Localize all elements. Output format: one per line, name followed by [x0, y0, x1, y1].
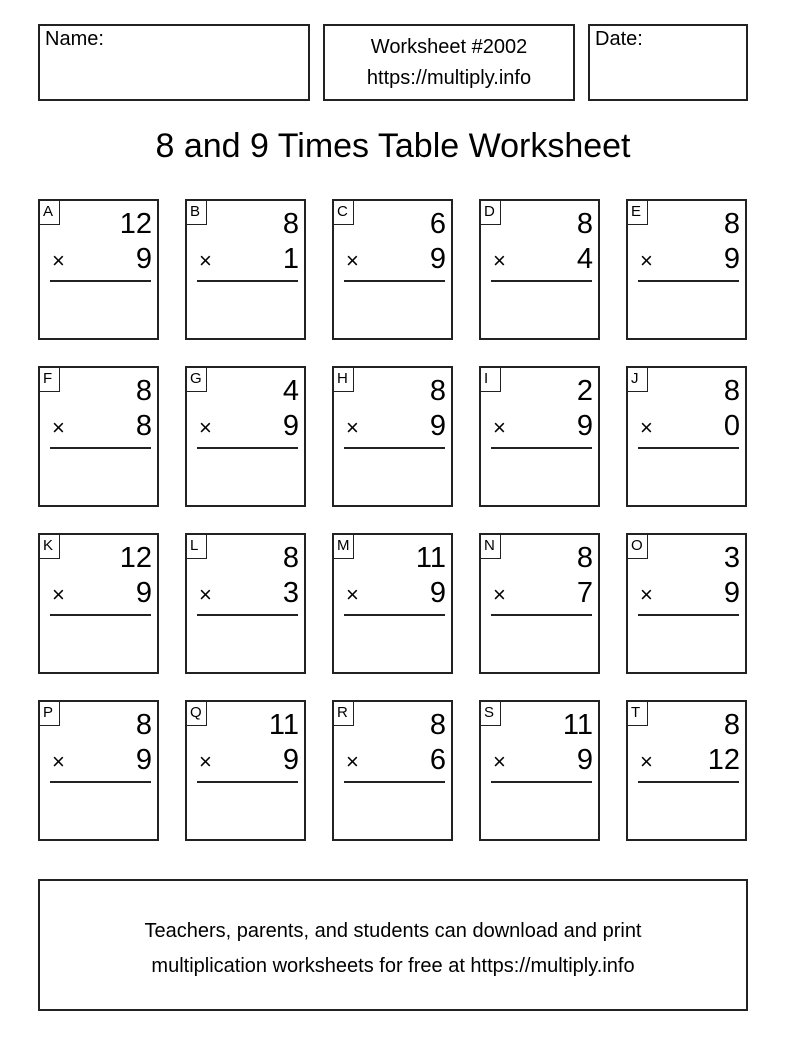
answer-line	[344, 781, 445, 783]
answer-line	[50, 447, 151, 449]
multiplicand: 8	[282, 208, 299, 240]
problem-card[interactable]	[479, 366, 600, 507]
multiply-sign: ×	[493, 415, 506, 440]
multiplier: 9	[429, 243, 446, 275]
multiplier: 9	[282, 744, 299, 776]
name-field[interactable]	[38, 24, 310, 101]
multiply-sign: ×	[52, 582, 65, 607]
problem-card[interactable]	[626, 700, 747, 841]
problem-card[interactable]	[185, 366, 306, 507]
answer-line	[197, 280, 298, 282]
problem-card[interactable]	[626, 366, 747, 507]
multiply-sign: ×	[346, 248, 359, 273]
problem-card[interactable]	[332, 366, 453, 507]
problem-letter: L	[187, 535, 207, 559]
problem-letter: M	[334, 535, 354, 559]
multiplicand: 11	[268, 709, 299, 741]
problem-letter: P	[40, 702, 60, 726]
multiplicand: 8	[723, 709, 740, 741]
multiplicand: 8	[723, 208, 740, 240]
problem-card[interactable]	[38, 700, 159, 841]
multiplicand: 8	[135, 375, 152, 407]
problem-letter: S	[481, 702, 501, 726]
answer-line	[491, 781, 592, 783]
problem-letter: F	[40, 368, 60, 392]
problem-card[interactable]	[479, 199, 600, 340]
multiplicand: 8	[429, 709, 446, 741]
problem-card[interactable]	[38, 533, 159, 674]
footer-line-1: Teachers, parents, and students can download and print	[144, 920, 642, 942]
multiply-sign: ×	[199, 749, 212, 774]
answer-line	[638, 614, 739, 616]
multiplier: 4	[576, 243, 593, 275]
multiplier: 9	[135, 243, 152, 275]
problem-letter: R	[334, 702, 354, 726]
multiply-sign: ×	[52, 415, 65, 440]
multiplicand: 2	[576, 375, 593, 407]
problem-letter: G	[187, 368, 207, 392]
multiplier: 9	[135, 744, 152, 776]
answer-line	[197, 447, 298, 449]
problem-card[interactable]	[626, 533, 747, 674]
multiply-sign: ×	[52, 248, 65, 273]
worksheet-info-box	[323, 24, 575, 101]
date-label: Date:	[595, 28, 643, 50]
problem-card[interactable]	[479, 700, 600, 841]
answer-line	[50, 781, 151, 783]
answer-line	[344, 280, 445, 282]
problem-card[interactable]	[185, 700, 306, 841]
multiplier: 3	[282, 577, 299, 609]
multiplier: 1	[282, 243, 299, 275]
answer-line	[638, 447, 739, 449]
multiply-sign: ×	[640, 749, 653, 774]
multiplier: 6	[429, 744, 446, 776]
multiply-sign: ×	[346, 582, 359, 607]
multiplicand: 4	[282, 375, 299, 407]
multiply-sign: ×	[199, 415, 212, 440]
multiplicand: 8	[576, 542, 593, 574]
problem-letter: D	[481, 201, 501, 225]
multiplicand: 11	[562, 709, 593, 741]
problem-card[interactable]	[38, 199, 159, 340]
multiply-sign: ×	[346, 415, 359, 440]
multiplicand: 8	[429, 375, 446, 407]
problem-card[interactable]	[38, 366, 159, 507]
problem-card[interactable]	[332, 700, 453, 841]
multiplier: 7	[576, 577, 593, 609]
problem-letter: Q	[187, 702, 207, 726]
multiplicand: 8	[282, 542, 299, 574]
problem-letter: I	[481, 368, 501, 392]
multiply-sign: ×	[199, 582, 212, 607]
problem-letter: N	[481, 535, 501, 559]
multiplicand: 12	[119, 208, 152, 240]
multiplicand: 11	[415, 542, 446, 574]
name-label: Name:	[45, 28, 104, 50]
problem-letter: T	[628, 702, 648, 726]
problem-letter: J	[628, 368, 648, 392]
date-field[interactable]	[588, 24, 748, 101]
answer-line	[50, 614, 151, 616]
multiplier: 9	[723, 577, 740, 609]
multiplicand: 8	[723, 375, 740, 407]
multiplier: 9	[576, 744, 593, 776]
multiplier: 9	[135, 577, 152, 609]
multiplier: 9	[723, 243, 740, 275]
footer-box	[38, 879, 748, 1011]
problem-letter: K	[40, 535, 60, 559]
answer-line	[638, 781, 739, 783]
multiplier: 9	[576, 410, 593, 442]
multiplier: 8	[135, 410, 152, 442]
footer-text	[40, 914, 746, 984]
problem-card[interactable]	[185, 199, 306, 340]
multiply-sign: ×	[640, 248, 653, 273]
answer-line	[491, 614, 592, 616]
problem-grid	[38, 199, 749, 841]
problem-card[interactable]	[332, 533, 453, 674]
multiplier: 9	[282, 410, 299, 442]
multiplier: 9	[429, 410, 446, 442]
answer-line	[491, 280, 592, 282]
footer-line-2: multiplication worksheets for free at https://multiply.info	[151, 955, 635, 977]
problem-card[interactable]	[185, 533, 306, 674]
multiplicand: 8	[576, 208, 593, 240]
problem-card[interactable]	[479, 533, 600, 674]
answer-line	[50, 280, 151, 282]
multiply-sign: ×	[493, 749, 506, 774]
worksheet-number: Worksheet #2002	[370, 36, 528, 58]
problem-card[interactable]	[626, 199, 747, 340]
multiplicand: 6	[429, 208, 446, 240]
answer-line	[344, 614, 445, 616]
multiplicand: 12	[119, 542, 152, 574]
multiplier: 0	[723, 410, 740, 442]
problem-letter: B	[187, 201, 207, 225]
multiply-sign: ×	[493, 582, 506, 607]
answer-line	[344, 447, 445, 449]
problem-letter: O	[628, 535, 648, 559]
page-title: 8 and 9 Times Table Worksheet	[155, 127, 631, 165]
answer-line	[638, 280, 739, 282]
multiplicand: 3	[723, 542, 740, 574]
multiplier: 9	[429, 577, 446, 609]
answer-line	[197, 781, 298, 783]
multiply-sign: ×	[640, 582, 653, 607]
multiplicand: 8	[135, 709, 152, 741]
problem-letter: C	[334, 201, 354, 225]
multiply-sign: ×	[346, 749, 359, 774]
multiply-sign: ×	[640, 415, 653, 440]
answer-line	[197, 614, 298, 616]
problem-letter: H	[334, 368, 354, 392]
problem-card[interactable]	[332, 199, 453, 340]
problem-letter: E	[628, 201, 648, 225]
multiply-sign: ×	[199, 248, 212, 273]
multiply-sign: ×	[493, 248, 506, 273]
worksheet-url: https://multiply.info	[366, 67, 532, 89]
answer-line	[491, 447, 592, 449]
problem-letter: A	[40, 201, 60, 225]
multiply-sign: ×	[52, 749, 65, 774]
multiplier: 12	[707, 744, 740, 776]
